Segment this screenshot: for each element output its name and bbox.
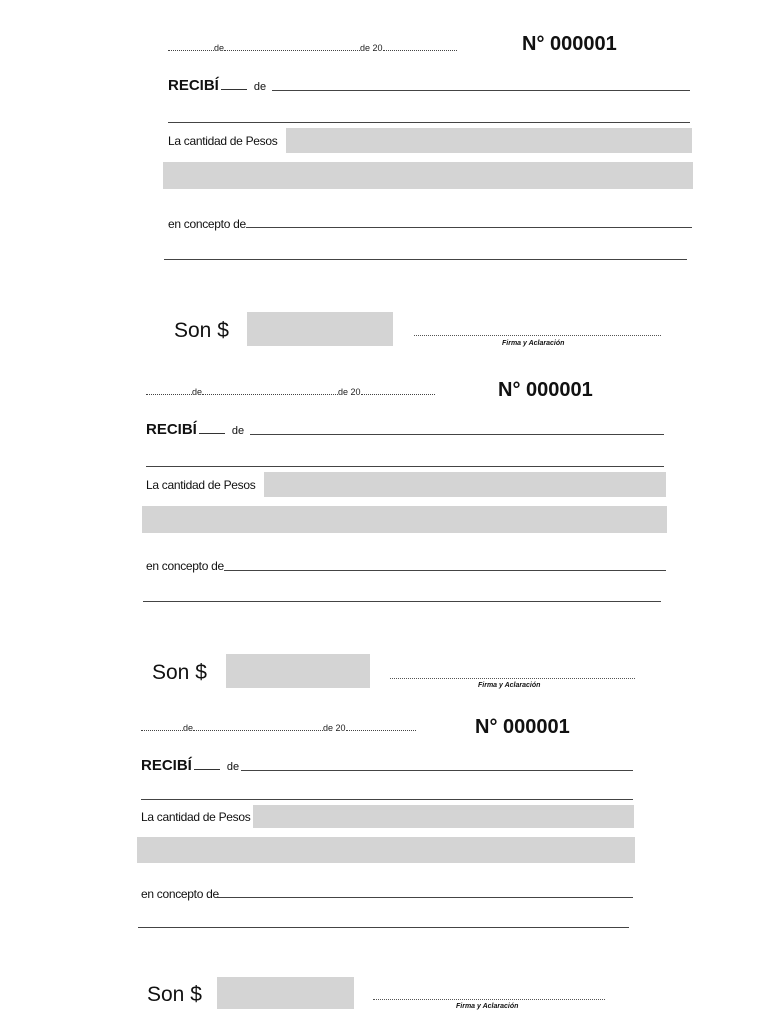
amount-label: La cantidad de Pesos [141,810,251,824]
recibi-name-line[interactable] [250,434,664,435]
concept-line[interactable] [224,570,666,571]
date-de-text: de [192,387,203,397]
amount-words-field[interactable] [264,472,666,497]
date-de-text: de [183,723,194,733]
recibi-text: RECIBÍ [168,77,219,94]
concept-line-2[interactable] [138,927,629,928]
recibi-name-line-2[interactable] [168,122,690,123]
son-label: Son $ [152,661,207,684]
signature-label: Firma y Aclaración [456,1003,519,1010]
receipt-number: N° 000001 [498,379,593,401]
signature-line[interactable] [373,999,605,1000]
recibi-name-line[interactable] [272,90,690,91]
date-year-text: de 20 [323,723,346,733]
date-line[interactable] [168,42,457,53]
amount-words-field-2[interactable] [137,837,635,863]
recibi-de-text: de [231,425,245,437]
amount-label: La cantidad de Pesos [168,134,278,148]
concept-label: en concepto de [146,559,224,573]
amount-words-field[interactable] [253,805,634,828]
son-label: Son $ [147,983,202,1006]
receipt-1 [0,0,768,345]
son-label: Son $ [174,319,229,342]
recibi-label [141,757,239,774]
receipt-number: N° 000001 [475,716,570,738]
amount-label: La cantidad de Pesos [146,478,256,492]
concept-line[interactable] [215,897,633,898]
recibi-name-line-2[interactable] [141,799,633,800]
amount-words-field-2[interactable] [163,162,693,189]
signature-line[interactable] [414,335,661,336]
signature-label: Firma y Aclaración [478,682,541,689]
recibi-text: RECIBÍ [141,757,192,774]
recibi-de-text: de [253,81,267,93]
concept-label: en concepto de [141,887,219,901]
date-line[interactable] [141,722,416,733]
son-amount-field[interactable] [247,312,393,346]
receipt-number: N° 000001 [522,33,617,55]
receipt-3 [0,678,741,1023]
concept-label: en concepto de [168,217,246,231]
concept-line[interactable] [246,227,692,228]
recibi-label [168,77,266,94]
amount-words-field[interactable] [286,128,692,153]
recibi-text: RECIBÍ [146,421,197,438]
recibi-name-line-2[interactable] [146,466,664,467]
concept-line-2[interactable] [143,601,661,602]
recibi-name-line[interactable] [241,770,633,771]
amount-words-field-2[interactable] [142,506,667,533]
son-amount-field[interactable] [217,977,354,1009]
date-year-text: de 20 [338,387,361,397]
recibi-label [146,421,244,438]
signature-label: Firma y Aclaración [502,340,565,347]
date-line[interactable] [146,386,435,397]
recibi-de-text: de [226,761,240,773]
date-year-text: de 20 [360,43,383,53]
concept-line-2[interactable] [164,259,687,260]
date-de-text: de [214,43,225,53]
receipt-2 [0,344,746,689]
